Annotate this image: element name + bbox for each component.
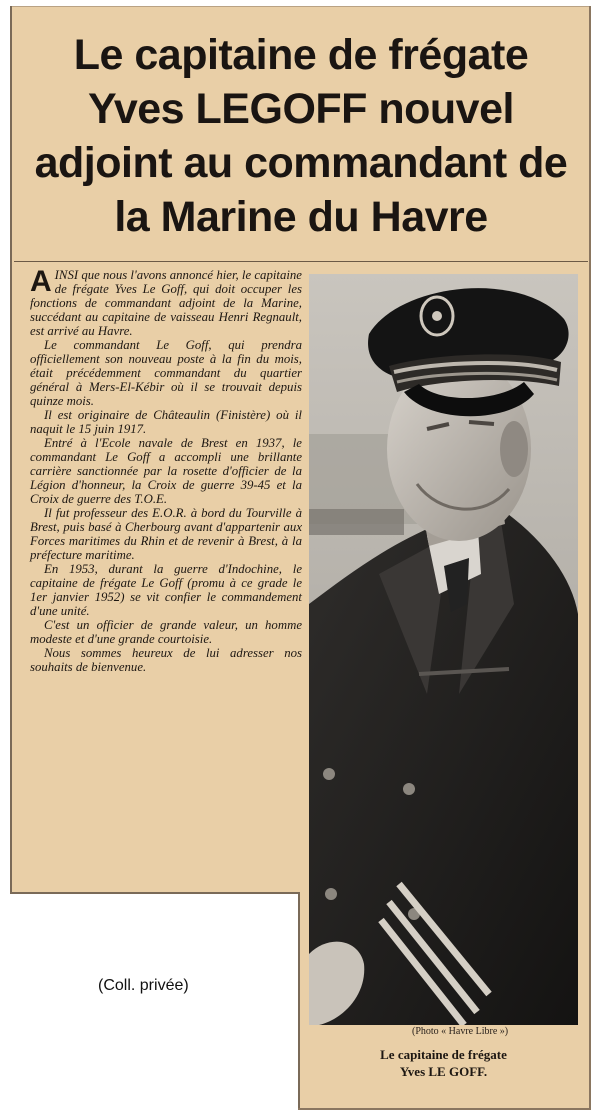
paragraph-1-text: INSI que nous l'avons annoncé hier, le capitaine de frégate Yves Le Goff, qui doit occuper les fonctions de commandant adjoint de la Marine, succédant au capitaine de vaisseau Henri Regnault, est arrivé au Havre. <box>30 268 302 338</box>
article-paragraph-2: Le commandant Le Goff, qui prendra officiellement son nouveau poste à la fin du mois, était précédemment commandant du quartier général à Mers-El-Kébir où il se trouvait depuis quinze mois. <box>30 338 302 408</box>
clipping-edge-bottom-right <box>298 1108 591 1110</box>
drop-cap: A <box>30 265 52 298</box>
article-headline <box>14 28 588 244</box>
photo-credit: (Photo « Havre Libre ») <box>412 1026 509 1037</box>
article-paragraph-8: Nous sommes heureux de lui adresser nos souhaits de bienvenue. <box>30 646 302 674</box>
headline-rule <box>14 261 588 262</box>
clipping-edge-inner-left <box>298 892 300 1110</box>
photo-caption <box>309 1046 578 1080</box>
article-paragraph-6: En 1953, durant la guerre d'Indochine, le capitaine de frégate Le Goff (promu à ce grade le 1er janvier 1952) se vit confier le commandement d'une unité. <box>30 562 302 618</box>
headline-line-2: Yves LEGOFF nouvel <box>88 85 514 133</box>
article-paragraph-4: Entré à l'Ecole navale de Brest en 1937, le commandant Le Goff a accompli une brillante carrière sanctionnée par la rosette d'officier de la Légion d'honneur, la Croix de guerre 39-45 et la Croix de guerre des T.O.E. <box>30 436 302 506</box>
clipping-edge-right <box>589 6 591 1110</box>
article-paragraph-7: C'est un officier de grande valeur, un homme modeste et d'une grande courtoisie. <box>30 618 302 646</box>
article-body <box>30 265 302 674</box>
headline-line-4: la Marine du Havre <box>114 193 488 241</box>
officer-portrait-illustration <box>309 274 578 1025</box>
headline-line-1: Le capitaine de frégate <box>73 31 529 79</box>
collection-note: (Coll. privée) <box>98 977 189 994</box>
caption-line-2: Yves LE GOFF. <box>399 1064 488 1079</box>
article-paragraph-5: Il fut professeur des E.O.R. à bord du Tourville à Brest, puis basé à Cherbourg avant d'appartenir aux Forces maritimes du Rhin et de revenir à Brest, à la préfecture maritime. <box>30 506 302 562</box>
article-paragraph-1 <box>30 265 302 338</box>
clipping-edge-top <box>10 6 590 7</box>
clipping-edge-bottom-left <box>10 892 300 894</box>
clipping-edge-left <box>10 6 12 894</box>
officer-portrait-photo <box>309 274 578 1025</box>
caption-line-1: Le capitaine de frégate <box>380 1047 507 1062</box>
headline-line-3: adjoint au commandant de <box>34 139 568 187</box>
article-paragraph-3: Il est originaire de Châteaulin (Finistère) où il naquit le 15 juin 1917. <box>30 408 302 436</box>
